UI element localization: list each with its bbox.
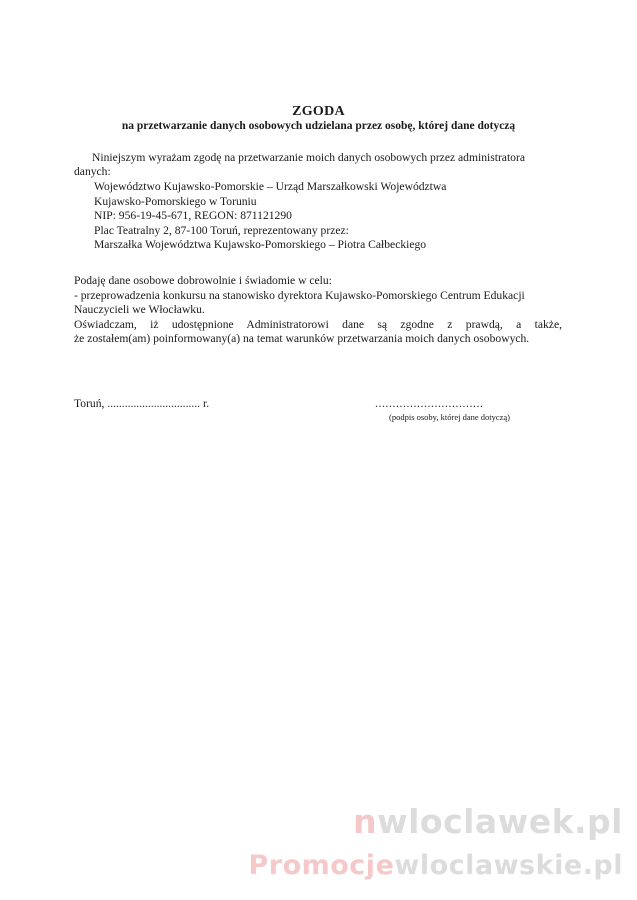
place-date-field: Toruń, ................................ r.	[74, 397, 210, 410]
watermark-promocje	[248, 850, 623, 881]
document-title: ZGODA	[292, 104, 345, 119]
signature-caption: (podpis osoby, której dane dotyczą)	[389, 412, 511, 422]
intro-line-2: danych:	[74, 165, 111, 178]
admin-nip: NIP: 956-19-45-671, REGON: 871121290	[94, 209, 292, 222]
admin-representative: Marszałka Województwa Kujawsko-Pomorskiego – Piotra Całbeckiego	[94, 238, 427, 251]
statement-line-2: że zostałem(am) poinformowany(a) na temat warunków przetwarzania moich danych osobowych.	[74, 332, 530, 345]
intro-line-1: Niniejszym wyrażam zgodę na przetwarzanie moich danych osobowych przez administratora	[92, 151, 525, 164]
admin-address: Plac Teatralny 2, 87-100 Toruń, reprezentowany przez:	[94, 224, 349, 237]
purpose-line-1: - przeprowadzenia konkursu na stanowisko dyrektora Kujawsko-Pomorskiego Centrum Edukacji	[74, 289, 525, 302]
watermark-nwloclawek	[353, 802, 623, 841]
watermark-accent-1: n	[353, 802, 378, 841]
purpose-intro: Podaję dane osobowe dobrowolnie i świadomie w celu:	[74, 274, 332, 287]
statement-line-1: Oświadczam, iż udostępnione Administratorowi dane są zgodne z prawdą, a także,	[74, 318, 562, 331]
document-subtitle: na przetwarzanie danych osobowych udzielana przez osobę, której dane dotyczą	[121, 120, 516, 132]
admin-line-2: Kujawsko-Pomorskiego w Toruniu	[94, 195, 257, 208]
watermark-rest-1: wloclawek.pl	[377, 802, 623, 841]
watermark-accent-2: Promocje	[248, 850, 395, 881]
admin-line-1: Województwo Kujawsko-Pomorskie – Urząd Marszałkowski Województwa	[94, 180, 447, 193]
signature-line: ...............................	[375, 397, 484, 410]
purpose-line-2: Nauczycieli we Włocławku.	[74, 303, 205, 316]
watermark-rest-2: wloclawskie.pl	[394, 850, 623, 881]
